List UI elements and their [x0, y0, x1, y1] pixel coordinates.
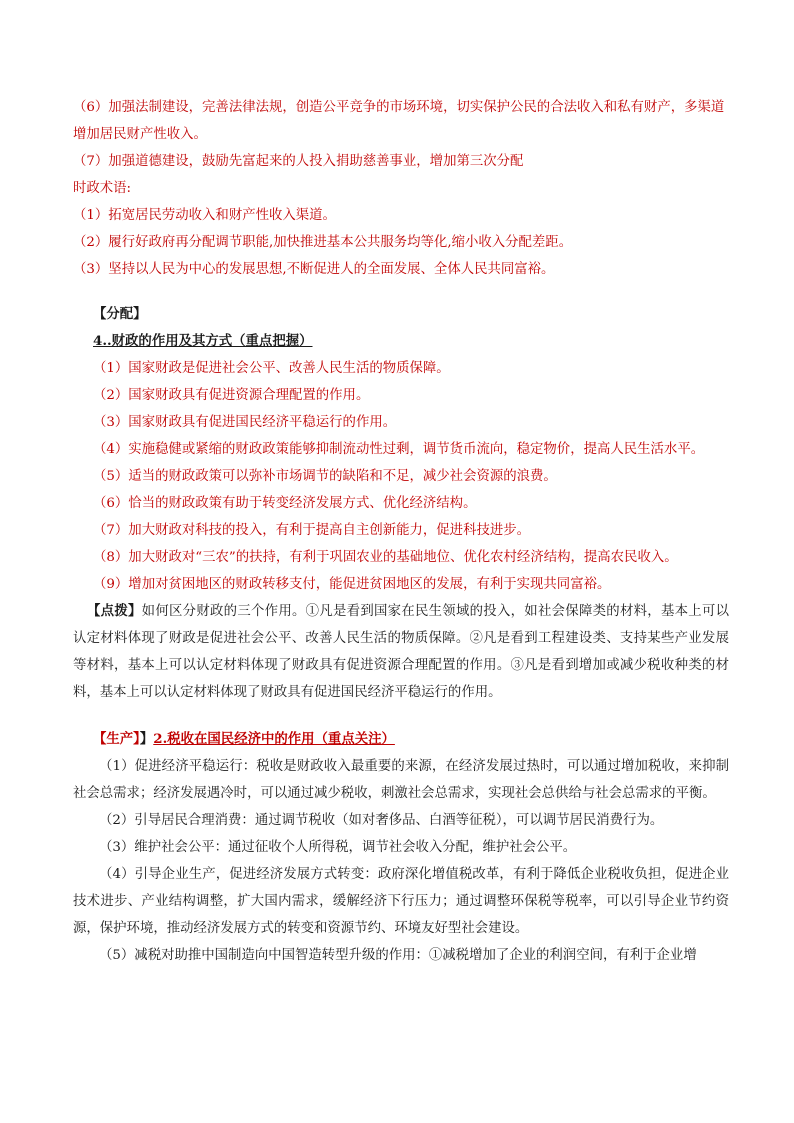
section-title-tax: 2.税收在国民经济中的作用（重点关注） — [153, 731, 395, 747]
tip-paragraph — [73, 598, 729, 706]
terms-item-3: （3）坚持以人民为中心的发展思想,不断促进人的全面发展、全体人民共同富裕。 — [73, 262, 555, 277]
tax-item-5: （5）减税对助推中国制造向中国智造转型升级的作用：①减税增加了企业的利润空间，有利于企业增 — [99, 948, 697, 963]
tax-item-1: （1）促进经济平稳运行：税收是财政收入最重要的来源，在经济发展过热时，可以通过增加税收，来抑制社会总需求；经济发展遇冷时，可以通过减少税收，刺激社会总需求，实现社会总供给与社会总需求的平衡。 — [73, 759, 729, 801]
section-tag-production: 【生产】 — [93, 731, 140, 747]
terms-label: 时政术语: — [73, 181, 132, 196]
finance-item-6: （6）恰当的财政政策有助于转变经济发展方式、优化经济结构。 — [93, 496, 477, 511]
document-content — [73, 94, 729, 969]
section-tag-distribution: 【分配】 — [93, 306, 147, 322]
tax-item-3: （3）维护社会公平：通过征收个人所得税，调节社会收入分配，维护社会公平。 — [99, 840, 577, 855]
finance-item-2: （2）国家财政具有促进资源合理配置的作用。 — [93, 388, 370, 403]
terms-item-2: （2）履行好政府再分配调节职能,加快推进基本公共服务均等化,缩小收入分配差距。 — [73, 235, 573, 250]
paragraph-law-building: （6）加强法制建设，完善法律法规，创造公平竞争的市场环境，切实保护公民的合法收入和私有财产，多渠道增加居民财产性收入。 — [73, 100, 725, 142]
finance-item-7: （7）加大财政对科技的投入，有利于提高自主创新能力，促进科技进步。 — [93, 523, 531, 538]
finance-item-5: （5）适当的财政政策可以弥补市场调节的缺陷和不足，减少社会资源的浪费。 — [93, 469, 557, 484]
tip-text: 如何区分财政的三个作用。①凡是看到国家在民生领域的投入，如社会保障类的材料，基本上可以认定材料体现了财政是促进社会公平、改善人民生活的物质保障。②凡是看到工程建设类、支持某些产业发展等材料，基本上可以认定材料体现了财政具有促进资源合理配置的作用。③凡是看到增加或减少税收种类的材料，基本上可以认定材料体现了财政具有促进国民经济平稳运行的作用。 — [73, 604, 730, 700]
section-heading-production — [73, 726, 729, 753]
finance-item-3: （3）国家财政具有促进国民经济平稳运行的作用。 — [93, 415, 397, 430]
paragraph-moral-building: （7）加强道德建设，鼓励先富起来的人投入捐助慈善事业，增加第三次分配 — [73, 154, 524, 169]
finance-item-1: （1）国家财政是促进社会公平、改善人民生活的物质保障。 — [93, 361, 450, 376]
tax-item-4: （4）引导企业生产，促进经济发展方式转变：政府深化增值税改革，有利于降低企业税收负担，促进企业技术进步、产业结构调整，扩大国内需求，缓解经济下行压力；通过调整环保税等税率，可以引导企业节约资源，保护环境，推动经济发展方式的转变和资源节约、环境友好型社会建设。 — [73, 867, 729, 936]
section-title-finance: 4..财政的作用及其方式（重点把握） — [93, 333, 313, 349]
section-tag-extra: 】 — [139, 731, 154, 747]
finance-item-8: （8）加大财政对“三农”的扶持，有利于巩固农业的基础地位、优化农村经济结构，提高农民收入。 — [93, 550, 678, 565]
tip-label: 【点拨】 — [87, 603, 142, 619]
tax-item-2: （2）引导居民合理消费：通过调节税收（如对奢侈品、白酒等征税），可以调节居民消费行为。 — [99, 813, 664, 828]
finance-item-9: （9）增加对贫困地区的财政转移支付，能促进贫困地区的发展，有利于实现共同富裕。 — [93, 577, 611, 592]
finance-item-4: （4）实施稳健或紧缩的财政政策能够抑制流动性过剩，调节货币流向，稳定物价，提高人民生活水平。 — [93, 442, 705, 457]
terms-item-1: （1）拓宽居民劳动收入和财产性收入渠道。 — [73, 208, 336, 223]
